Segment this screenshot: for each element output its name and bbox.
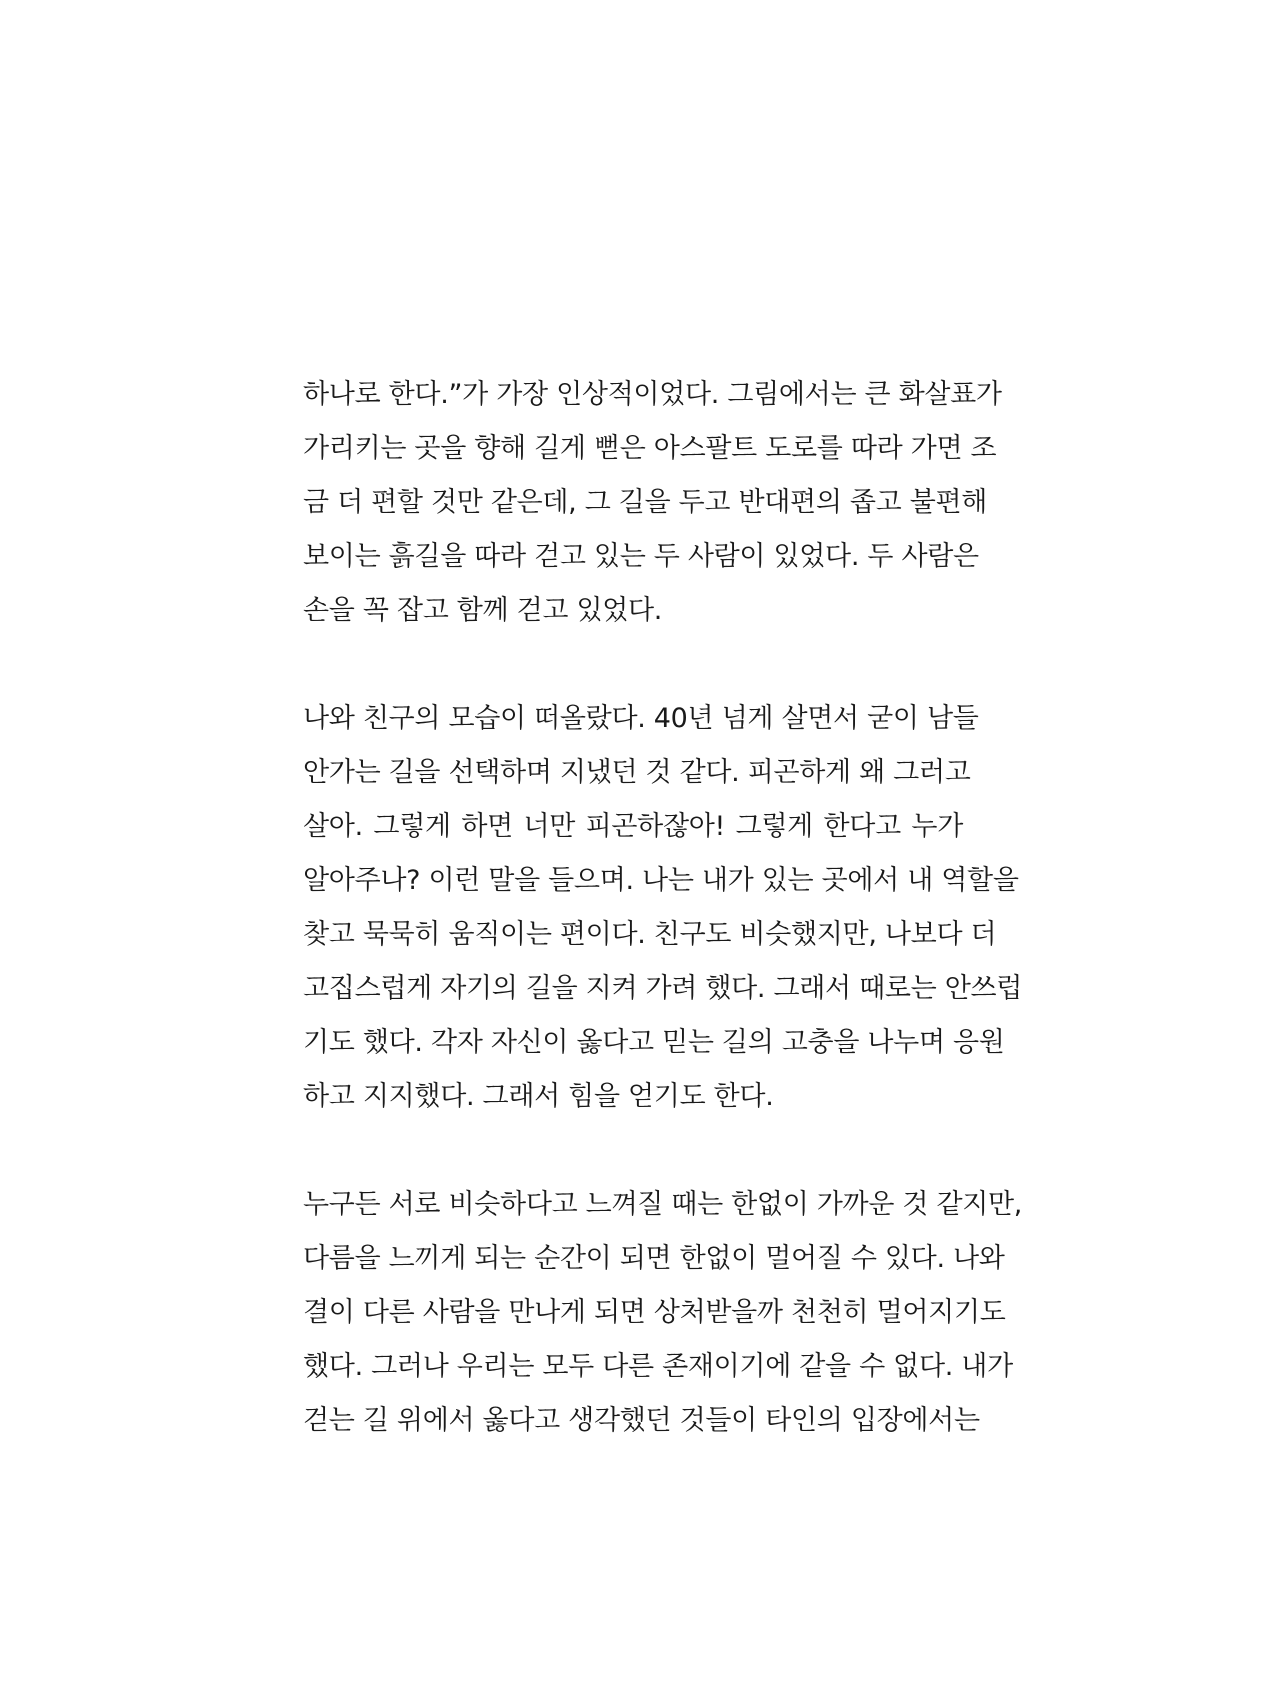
text-line: 걷는 길 위에서 옳다고 생각했던 것들이 타인의 입장에서는 [303,1405,980,1436]
text-line: 누구든 서로 비슷하다고 느껴질 때는 한없이 가까운 것 같지만, [303,1189,1023,1220]
text-line: 했다. 그러나 우리는 모두 다른 존재이기에 같을 수 없다. 내가 [303,1351,1013,1382]
text-line: 금 더 편할 것만 같은데, 그 길을 두고 반대편의 좁고 불편해 [303,487,988,518]
text-line: 가리키는 곳을 향해 길게 뻗은 아스팔트 도로를 따라 가면 조 [303,433,997,464]
paragraph-1 [303,368,1002,638]
text-line: 다름을 느끼게 되는 순간이 되면 한없이 멀어질 수 있다. 나와 [303,1243,1005,1274]
text-line: 결이 다른 사람을 만나게 되면 상처받을까 천천히 멀어지기도 [303,1297,1006,1328]
text-line: 보이는 흙길을 따라 걷고 있는 두 사람이 있었다. 두 사람은 [303,541,979,572]
text-line: 찾고 묵묵히 움직이는 편이다. 친구도 비슷했지만, 나보다 더 [303,919,997,950]
text-line: 안가는 길을 선택하며 지냈던 것 같다. 피곤하게 왜 그러고 [303,757,971,788]
paragraph-2 [303,692,1023,1124]
text-line: 고집스럽게 자기의 길을 지켜 가려 했다. 그래서 때로는 안쓰럽 [303,973,1023,1004]
paragraph-3 [303,1178,1023,1448]
text-line: 알아주나? 이런 말을 들으며. 나는 내가 있는 곳에서 내 역할을 [303,865,1019,896]
text-line: 기도 했다. 각자 자신이 옳다고 믿는 길의 고충을 나누며 응원 [303,1027,1005,1058]
text-line: 하나로 한다.”가 가장 인상적이었다. 그림에서는 큰 화살표가 [303,379,1002,410]
body-text [303,368,1023,1448]
text-line: 살아. 그렇게 하면 너만 피곤하잖아! 그렇게 한다고 누가 [303,811,963,842]
text-line: 하고 지지했다. 그래서 힘을 얻기도 한다. [303,1081,774,1112]
text-line: 손을 꼭 잡고 함께 걷고 있었다. [303,595,663,626]
text-line: 나와 친구의 모습이 떠올랐다. 40년 넘게 살면서 굳이 남들 [303,703,979,734]
